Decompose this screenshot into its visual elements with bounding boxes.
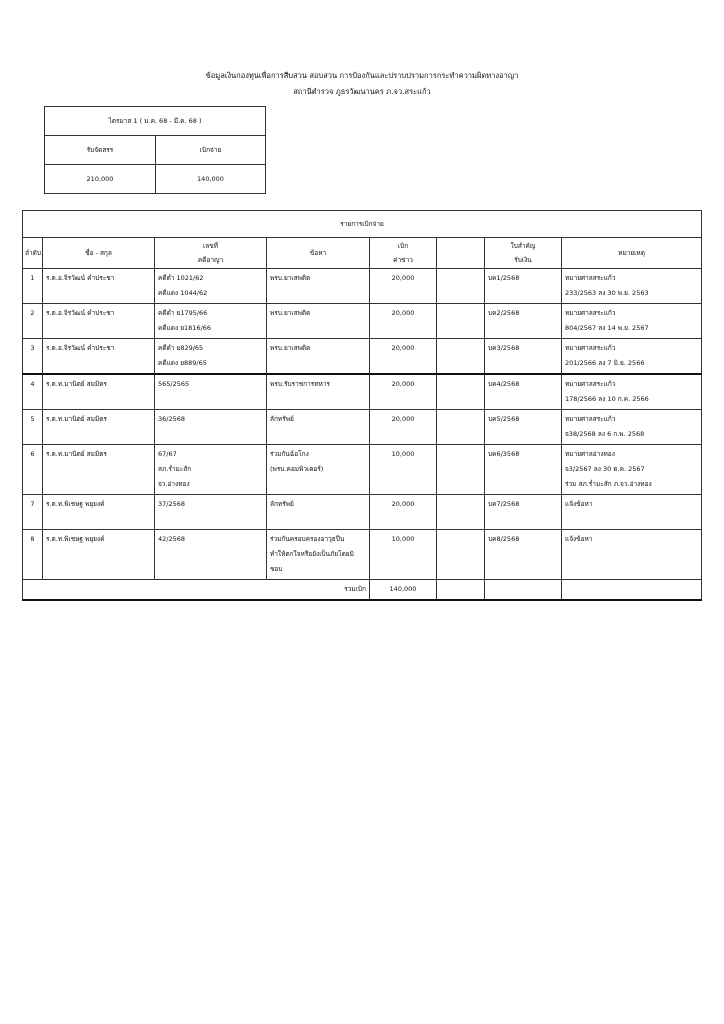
row-receipt: บค3/2568 (485, 339, 562, 375)
row-blank (437, 530, 485, 580)
row-charge-line: ทำให้ตกใจหรือยังเป็นภัยโดยมิชอบ (270, 550, 354, 573)
header-remark: หมายเหตุ (562, 238, 702, 269)
row-remark (562, 269, 702, 304)
row-case: 42/2568 (155, 530, 267, 580)
row-receipt: บค4/2568 (485, 374, 562, 410)
header-charge: ข้อหา (267, 238, 370, 269)
row-case-line: คดีดำ ย1795/66 (158, 309, 208, 317)
header-fee-line1: เบิก (397, 242, 409, 250)
row-charge: พรบ.ยาเสพติด (267, 269, 370, 304)
header-receipt-line2: รับเงิน (514, 256, 532, 264)
total-blank (485, 580, 562, 601)
row-name: ร.ต.อ.จิรวัฒน์ คำประชา (43, 339, 155, 375)
row-amount: 20,000 (370, 269, 437, 304)
table-row (23, 374, 702, 410)
row-amount: 20,000 (370, 339, 437, 375)
row-case-line: 67/67 (158, 450, 177, 458)
row-case-line: คดีดำ 1021/62 (158, 274, 204, 282)
row-name: ร.ต.ท.พิเชษฐ พยุยงค์ (43, 530, 155, 580)
row-case (155, 269, 267, 304)
row-name: ร.ต.ท.มานิตย์ สมมิตร (43, 374, 155, 410)
row-no: 8 (23, 530, 43, 580)
row-remark-line: หมายศาลอ่างทอง (565, 450, 615, 458)
row-charge: พรบ.ยาเสพติด (267, 339, 370, 375)
row-remark-line: จ3/2567 ลง 30 ต.ค. 2567 (565, 465, 645, 473)
header-fee-line2: ค่าข่าว (393, 256, 413, 264)
row-remark-line: หมายศาลสระแก้ว (565, 380, 616, 388)
row-amount: 10,000 (370, 445, 437, 495)
table-row (23, 269, 702, 304)
table-caption: รายการเบิกจ่าย (23, 211, 702, 238)
row-name: ร.ต.ท.มานิตย์ สมมิตร (43, 410, 155, 445)
row-blank (437, 304, 485, 339)
summary-allocated-value: 210,000 (45, 165, 156, 194)
row-charge: ลักทรัพย์ (267, 495, 370, 530)
row-case-line: จว.อ่างทอง (158, 480, 190, 488)
table-row (23, 530, 702, 580)
row-remark (562, 304, 702, 339)
row-case-line: คดีดำ ย829/65 (158, 344, 204, 352)
summary-period: ไตรมาส 1 ( ม.ค. 68 - มี.ค. 68 ) (45, 107, 266, 136)
row-remark-line: หมายศาลสระแก้ว (565, 344, 616, 352)
row-remark: แจ้งข้อหา (562, 495, 702, 530)
row-no: 6 (23, 445, 43, 495)
row-name: ร.ต.ท.มานิตย์ สมมิตร (43, 445, 155, 495)
total-amount: 140,000 (370, 580, 437, 601)
table-row (23, 304, 702, 339)
row-remark-line: ร่วม สภ.ร่ำมะสัก ภ.จว.อ่างทอง (565, 480, 652, 488)
row-blank (437, 445, 485, 495)
row-charge-line: ร่วมกันฉ้อโกง (270, 450, 309, 458)
total-label: รวมเบิก (23, 580, 370, 601)
row-no: 2 (23, 304, 43, 339)
summary-header-disbursed: เบิกจ่าย (156, 136, 266, 165)
row-case: 37/2568 (155, 495, 267, 530)
row-amount: 20,000 (370, 304, 437, 339)
row-charge: ลักทรัพย์ (267, 410, 370, 445)
header-receipt (485, 238, 562, 269)
row-case (155, 304, 267, 339)
row-blank (437, 339, 485, 375)
row-remark (562, 339, 702, 375)
disbursement-table (22, 210, 702, 601)
row-remark-line: 178/2566 ลง 10 ก.ค. 2566 (565, 395, 649, 403)
row-case (155, 445, 267, 495)
summary-disbursed-value: 140,000 (156, 165, 266, 194)
row-no: 3 (23, 339, 43, 375)
summary-table (44, 106, 266, 194)
row-case-line: คดีแดง ย1816/66 (158, 324, 212, 332)
row-remark-line: 233/2563 ลง 30 พ.ย. 2563 (565, 289, 649, 297)
row-remark-line: หมายศาลสระแก้ว (565, 274, 616, 282)
row-charge-line: ร่วมกันครอบครองอาวุธปืน (270, 535, 345, 543)
row-amount: 20,000 (370, 374, 437, 410)
row-name: ร.ต.ท.พิเชษฐ พยุยงค์ (43, 495, 155, 530)
row-remark-line: 804/2567 ลง 14 พ.ย. 2567 (565, 324, 649, 332)
header-case-no-line2: คดีอาญา (197, 256, 224, 264)
header-name: ชื่อ - สกุล (43, 238, 155, 269)
row-charge: พรบ.รับราชการทหาร (267, 374, 370, 410)
total-blank (437, 580, 485, 601)
table-row (23, 339, 702, 375)
row-remark (562, 410, 702, 445)
row-charge-line: (พรบ.คอมพิวเตอร์) (270, 465, 324, 473)
row-receipt: บค7/2568 (485, 495, 562, 530)
row-receipt: บค1/2568 (485, 269, 562, 304)
row-remark (562, 374, 702, 410)
row-case: 36/2568 (155, 410, 267, 445)
row-remark-line: 201/2566 ลง 7 มิ.ย. 2566 (565, 359, 645, 367)
header-receipt-line1: ใบสำคัญ (510, 242, 536, 250)
row-blank (437, 410, 485, 445)
row-case: 565/2565 (155, 374, 267, 410)
row-remark-line: หมายศาลสระแก้ว (565, 415, 616, 423)
row-charge: พรบ.ยาเสพติด (267, 304, 370, 339)
row-case-line: คดีแดง ย889/65 (158, 359, 207, 367)
row-remark-line: หมายศาลสระแก้ว (565, 309, 616, 317)
header-case-no (155, 238, 267, 269)
row-remark-line: จ38/2568 ลง 6 ก.พ. 2568 (565, 430, 645, 438)
table-header-row (23, 238, 702, 269)
row-case (155, 339, 267, 375)
header-no: ลำดับ (23, 238, 43, 269)
row-name: ร.ต.อ.จิรวัฒน์ คำประชา (43, 304, 155, 339)
total-blank (562, 580, 702, 601)
row-amount: 20,000 (370, 495, 437, 530)
table-row (23, 445, 702, 495)
row-charge (267, 530, 370, 580)
row-receipt: บค6/3568 (485, 445, 562, 495)
header-case-no-line1: เลขที่ (203, 242, 218, 250)
row-amount: 20,000 (370, 410, 437, 445)
header-blank (437, 238, 485, 269)
row-name: ร.ต.อ.จิรวัฒน์ คำประชา (43, 269, 155, 304)
row-no: 1 (23, 269, 43, 304)
document-title: ข้อมูลเงินกองทุนเพื่อการสืบสวน สอบสวน การป้องกันและปราบปรามการกระทำความผิดทางอาญา (205, 71, 519, 80)
header-fee (370, 238, 437, 269)
row-no: 4 (23, 374, 43, 410)
row-amount: 10,000 (370, 530, 437, 580)
row-blank (437, 495, 485, 530)
row-receipt: บค8/2568 (485, 530, 562, 580)
total-row (23, 580, 702, 601)
row-case-line: คดีแดง 1044/62 (158, 289, 208, 297)
row-no: 5 (23, 410, 43, 445)
row-receipt: บค2/2568 (485, 304, 562, 339)
row-receipt: บค5/2568 (485, 410, 562, 445)
row-blank (437, 269, 485, 304)
row-remark: แจ้งข้อหา (562, 530, 702, 580)
row-blank (437, 374, 485, 410)
summary-header-allocated: รับจัดสรร (45, 136, 156, 165)
row-case-line: สภ.ร่ำมะสัก (158, 465, 192, 473)
table-row (23, 410, 702, 445)
document-subtitle: สถานีตำรวจ ภูธรวัฒนานคร ภ.จว.สระแก้ว (293, 87, 431, 96)
table-row (23, 495, 702, 530)
row-remark (562, 445, 702, 495)
row-no: 7 (23, 495, 43, 530)
row-charge (267, 445, 370, 495)
